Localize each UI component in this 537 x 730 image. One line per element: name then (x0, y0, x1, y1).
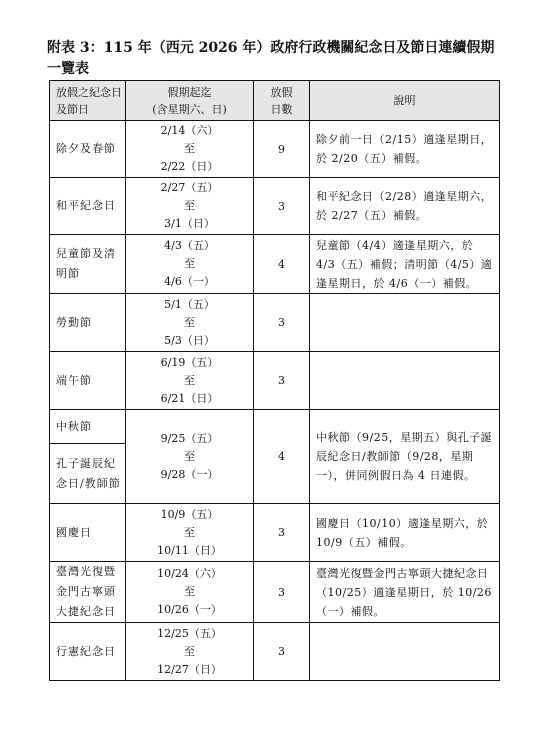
holiday-name: 行憲紀念日 (50, 623, 126, 681)
period-end: 2/22（日） (160, 160, 219, 173)
period-to: 至 (184, 142, 195, 155)
period-to: 至 (184, 585, 195, 598)
table-header-row (50, 81, 500, 121)
header-days-line2: 日數 (270, 102, 293, 116)
holiday-period (126, 504, 254, 562)
table-row (50, 562, 500, 623)
period-to: 至 (184, 199, 195, 212)
period-end: 5/3（日） (164, 333, 215, 347)
holiday-note: 兒童節（4/4）適逢星期六，於 4/3（五）補假；清明節（4/5）適逢星期日，於 4/6（一）補假。 (310, 235, 500, 294)
holiday-days: 9 (254, 121, 310, 178)
period-to: 至 (184, 449, 195, 463)
holiday-note: 中秋節（9/25，星期五）與孔子誕辰紀念日/教師節（9/28，星期一），併同例假日為 4 日連假。 (310, 410, 500, 504)
holiday-note: 國慶日（10/10）適逢星期六，於 10/9（五）補假。 (310, 504, 500, 562)
period-end: 10/26（一） (157, 603, 222, 616)
period-start: 4/3（五） (164, 239, 215, 252)
holiday-name: 除夕及春節 (50, 121, 126, 178)
holiday-period (126, 410, 254, 504)
holiday-days: 3 (254, 504, 310, 562)
table-row (50, 294, 500, 352)
holiday-name: 和平紀念日 (50, 178, 126, 235)
table-row (50, 121, 500, 178)
holiday-note: 除夕前一日（2/15）適逢星期日，於 2/20（五）補假。 (310, 121, 500, 178)
holiday-period (126, 562, 254, 623)
document-title: 附表 3：115 年（西元 2026 年）政府行政機關紀念日及節日連續假期一覽表 (47, 40, 495, 77)
table-row (50, 352, 500, 410)
holiday-note (310, 352, 500, 410)
holiday-name: 端午節 (50, 352, 126, 410)
holiday-table (49, 80, 500, 681)
holiday-days: 3 (254, 562, 310, 623)
period-end: 4/6（一） (164, 275, 215, 288)
holiday-days: 4 (254, 410, 310, 504)
table-row (50, 410, 500, 444)
period-start: 12/25（五） (157, 626, 222, 640)
period-to: 至 (184, 644, 195, 658)
period-start: 2/27（五） (160, 181, 219, 194)
holiday-period (126, 352, 254, 410)
header-note: 說明 (310, 81, 500, 121)
holiday-name: 中秋節 (50, 410, 126, 444)
header-period (126, 81, 254, 121)
period-start: 5/1（五） (164, 297, 215, 311)
header-period-line1: 假期起迄 (167, 85, 212, 99)
period-start: 10/9（五） (160, 507, 219, 521)
period-end: 9/28（一） (160, 467, 219, 481)
table-row (50, 178, 500, 235)
holiday-period (126, 235, 254, 294)
header-days-line1: 放假 (270, 85, 293, 99)
holiday-name: 勞動節 (50, 294, 126, 352)
holiday-days: 4 (254, 235, 310, 294)
header-days (254, 81, 310, 121)
period-end: 10/11（日） (157, 543, 222, 557)
table-row (50, 235, 500, 294)
holiday-note: 臺灣光復暨金門古寧頭大捷紀念日（10/25）適逢星期日，於 10/26（一）補假。 (310, 562, 500, 623)
holiday-name: 國慶日 (50, 504, 126, 562)
holiday-period (126, 121, 254, 178)
period-to: 至 (184, 525, 195, 539)
period-to: 至 (184, 373, 195, 387)
holiday-note: 和平紀念日（2/28）適逢星期六，於 2/27（五）補假。 (310, 178, 500, 235)
holiday-period (126, 623, 254, 681)
holiday-name: 兒童節及清明節 (50, 235, 126, 294)
holiday-days: 3 (254, 623, 310, 681)
holiday-name-secondary: 孔子誕辰紀念日/教師節 (50, 444, 126, 504)
holiday-name: 臺灣光復暨金門古寧頭大捷紀念日 (50, 562, 126, 623)
holiday-days: 3 (254, 352, 310, 410)
period-to: 至 (184, 257, 195, 270)
table-row (50, 623, 500, 681)
period-start: 10/24（六） (157, 567, 222, 580)
holiday-days: 3 (254, 294, 310, 352)
holiday-note (310, 623, 500, 681)
holiday-period (126, 178, 254, 235)
period-end: 3/1（日） (164, 217, 215, 230)
period-to: 至 (184, 315, 195, 329)
period-start: 6/19（五） (160, 355, 219, 369)
header-period-line2: (含星期六、日) (152, 102, 227, 116)
holiday-period (126, 294, 254, 352)
period-end: 6/21（日） (160, 391, 219, 405)
holiday-note (310, 294, 500, 352)
header-name: 放假之紀念日及節日 (50, 81, 126, 121)
holiday-days: 3 (254, 178, 310, 235)
period-start: 2/14（六） (160, 124, 219, 137)
period-end: 12/27（日） (157, 662, 222, 676)
period-start: 9/25（五） (160, 431, 219, 445)
table-row (50, 504, 500, 562)
